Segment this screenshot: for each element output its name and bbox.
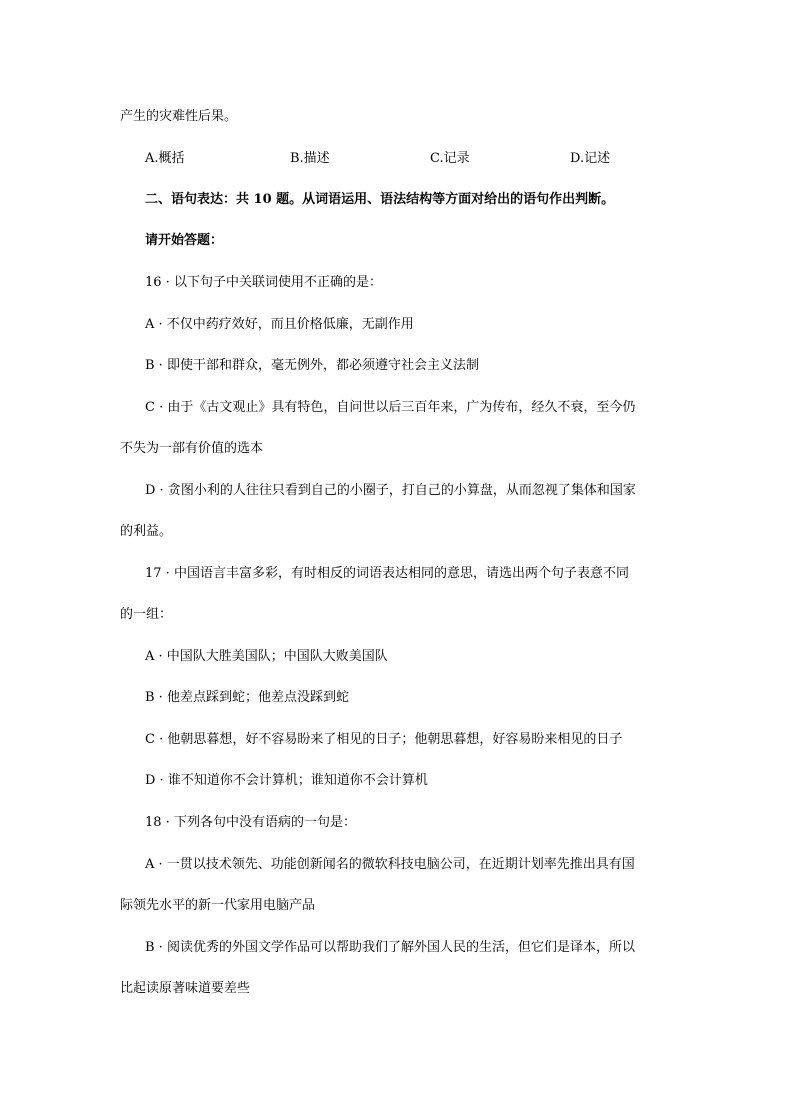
q17-option-c: C · 他朝思暮想，好不容易盼来了相见的日子；他朝思暮想，好容易盼来相见的日子 — [145, 732, 623, 747]
q18-option-a-cont: 际领先水平的新一代家用电脑产品 — [120, 898, 316, 913]
q15-option-a: A.概括 — [145, 151, 185, 166]
q16-option-b: B · 即使干部和群众，毫无例外，都必须遵守社会主义法制 — [145, 358, 479, 373]
q18-option-b-cont: 比起读原著味道要差些 — [120, 981, 251, 996]
q15-option-d: D.记述 — [570, 151, 611, 166]
q17-option-b: B · 他差点踩到蛇；他差点没踩到蛇 — [145, 690, 349, 705]
q18-option-a: A · 一贯以技术领先、功能创新闻名的微软科技电脑公司，在近期计划率先推出具有国 — [145, 857, 635, 872]
q17-option-d: D · 谁不知道你不会计算机；谁知道你不会计算机 — [145, 773, 428, 788]
start-prompt: 请开始答题： — [145, 233, 224, 248]
section-title: 二、语句表达：共 10 题。从词语运用、语法结构等方面对给出的语句作出判断。 — [145, 192, 615, 207]
q15-options-row — [145, 150, 665, 168]
q18-option-b: B · 阅读优秀的外国文学作品可以帮助我们了解外国人民的生活，但它们是译本，所以 — [145, 940, 635, 955]
question-18: 18 · 下列各句中没有语病的一句是： — [145, 815, 356, 830]
q16-option-c: C · 由于《古文观止》具有特色，自问世以后三百年来，广为传布，经久不衰，至今仍 — [145, 400, 636, 415]
q16-option-d: D · 贪图小利的人往往只看到自己的小圈子，打自己的小算盘，从而忽视了集体和国家 — [145, 483, 636, 498]
q16-option-d-cont: 的利益。 — [120, 524, 173, 539]
question-17: 17 · 中国语言丰富多彩，有时相反的词语表达相同的意思，请选出两个句子表意不同 — [145, 566, 629, 581]
q15-option-b: B.描述 — [290, 151, 330, 166]
question-17-cont: 的一组： — [120, 607, 173, 622]
q16-option-a: A · 不仅中药疗效好，而且价格低廉，无副作用 — [145, 317, 414, 332]
text-line: 产生的灾难性后果。 — [120, 109, 238, 124]
q15-option-c: C.记录 — [430, 151, 470, 166]
question-16: 16 · 以下句子中关联词使用不正确的是： — [145, 275, 382, 290]
q16-option-c-cont: 不失为一部有价值的选本 — [120, 441, 264, 456]
q17-option-a: A · 中国队大胜美国队；中国队大败美国队 — [145, 649, 388, 664]
